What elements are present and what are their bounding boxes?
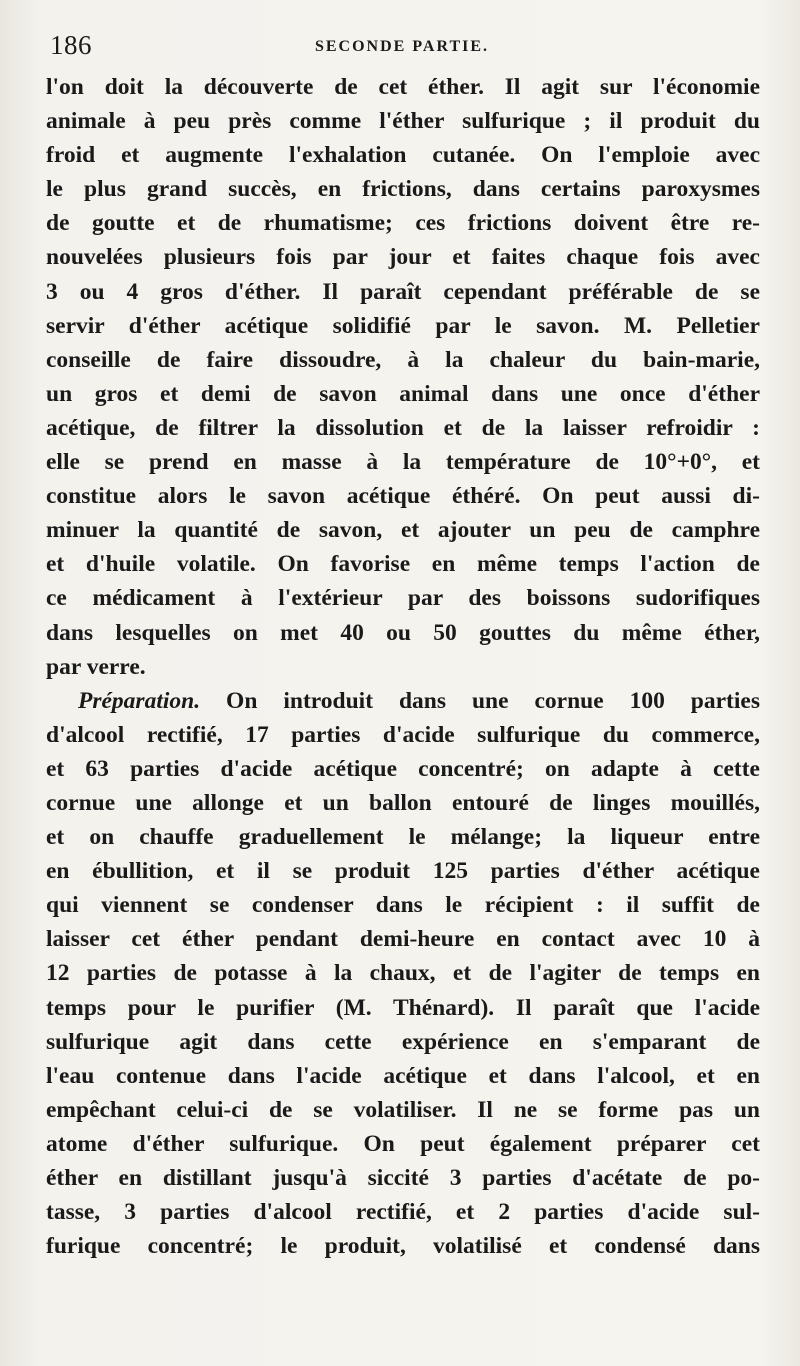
text-line: le plus grand succès, en frictions, dans certains paroxysmes (46, 176, 760, 203)
text-span: On introduit dans une cornue 100 parties (200, 687, 760, 714)
text-line (46, 684, 760, 718)
page-body (46, 70, 760, 1263)
text-line: laisser cet éther pendant demi-heure en contact avec 10 à (46, 926, 760, 953)
text-line: 12 parties de potasse à la chaux, et de l'agiter de temps en (46, 960, 760, 987)
text-line: constitue alors le savon acétique éthéré. On peut aussi di- (46, 483, 760, 510)
text-line: animale à peu près comme l'éther sulfurique ; il produit du (46, 108, 760, 135)
text-line: éther en distillant jusqu'à siccité 3 parties d'acétate de po- (46, 1165, 760, 1191)
text-line: un gros et demi de savon animal dans une once d'éther (46, 380, 760, 407)
text-line: conseille de faire dissoudre, à la chaleur du bain-marie, (46, 346, 760, 373)
text-line: de goutte et de rhumatisme; ces frictions doivent être re- (46, 210, 760, 237)
text-line: nouvelées plusieurs fois par jour et faites chaque fois avec (46, 244, 760, 271)
text-line: cornue une allonge et un ballon entouré de linges mouillés, (46, 789, 760, 816)
section-lead: Préparation. (78, 687, 201, 714)
text-line: sulfurique agit dans cette expérience en s'emparant de (46, 1028, 760, 1055)
text-line: furique concentré; le produit, volatilisé et condensé dans (46, 1233, 760, 1260)
text-line: qui viennent se condenser dans le récipient : il suffit de (46, 892, 760, 919)
text-line: froid et augmente l'exhalation cutanée. On l'emploie avec (46, 142, 760, 169)
text-line: ce médicament à l'extérieur par des boissons sudorifiques (46, 585, 760, 612)
text-line: et 63 parties d'acide acétique concentré; on adapte à cette (46, 755, 760, 782)
text-line: l'eau contenue dans l'acide acétique et dans l'alcool, et en (46, 1062, 760, 1089)
text-line: d'alcool rectifié, 17 parties d'acide sulfurique du commerce, (46, 721, 760, 748)
page-number: 186 (50, 30, 92, 60)
paragraph-2 (46, 684, 760, 1264)
text-line: atome d'éther sulfurique. On peut également préparer cet (46, 1130, 760, 1157)
text-line: servir d'éther acétique solidifié par le savon. M. Pelletier (46, 312, 760, 339)
text-line: elle se prend en masse à la température de 10°+0°, et (46, 449, 760, 476)
text-line: acétique, de filtrer la dissolution et de la laisser refroidir : (46, 414, 760, 441)
running-head: SECONDE PARTIE. (314, 38, 490, 55)
text-line: tasse, 3 parties d'alcool rectifié, et 2 parties d'acide sul- (46, 1199, 760, 1226)
text-line: et on chauffe graduellement le mélange; la liqueur entre (46, 824, 760, 851)
page-header (48, 30, 756, 70)
text-line: l'on doit la découverte de cet éther. Il agit sur l'économie (46, 74, 760, 100)
text-line: et d'huile volatile. On favorise en même temps l'action de (46, 551, 760, 578)
text-line: en ébullition, et il se produit 125 parties d'éther acétique (46, 858, 760, 885)
text-line: minuer la quantité de savon, et ajouter un peu de camphre (46, 517, 760, 544)
text-line: 3 ou 4 gros d'éther. Il paraît cependant préférable de se (46, 278, 760, 305)
text-line: dans lesquelles on met 40 ou 50 gouttes du même éther, (46, 619, 760, 646)
text-line: temps pour le purifier (M. Thénard). Il paraît que l'acide (46, 994, 760, 1021)
text-line: par verre. (46, 653, 146, 680)
paragraph-1 (46, 70, 760, 684)
text-line: empêchant celui-ci de se volatiliser. Il ne se forme pas un (46, 1096, 760, 1123)
